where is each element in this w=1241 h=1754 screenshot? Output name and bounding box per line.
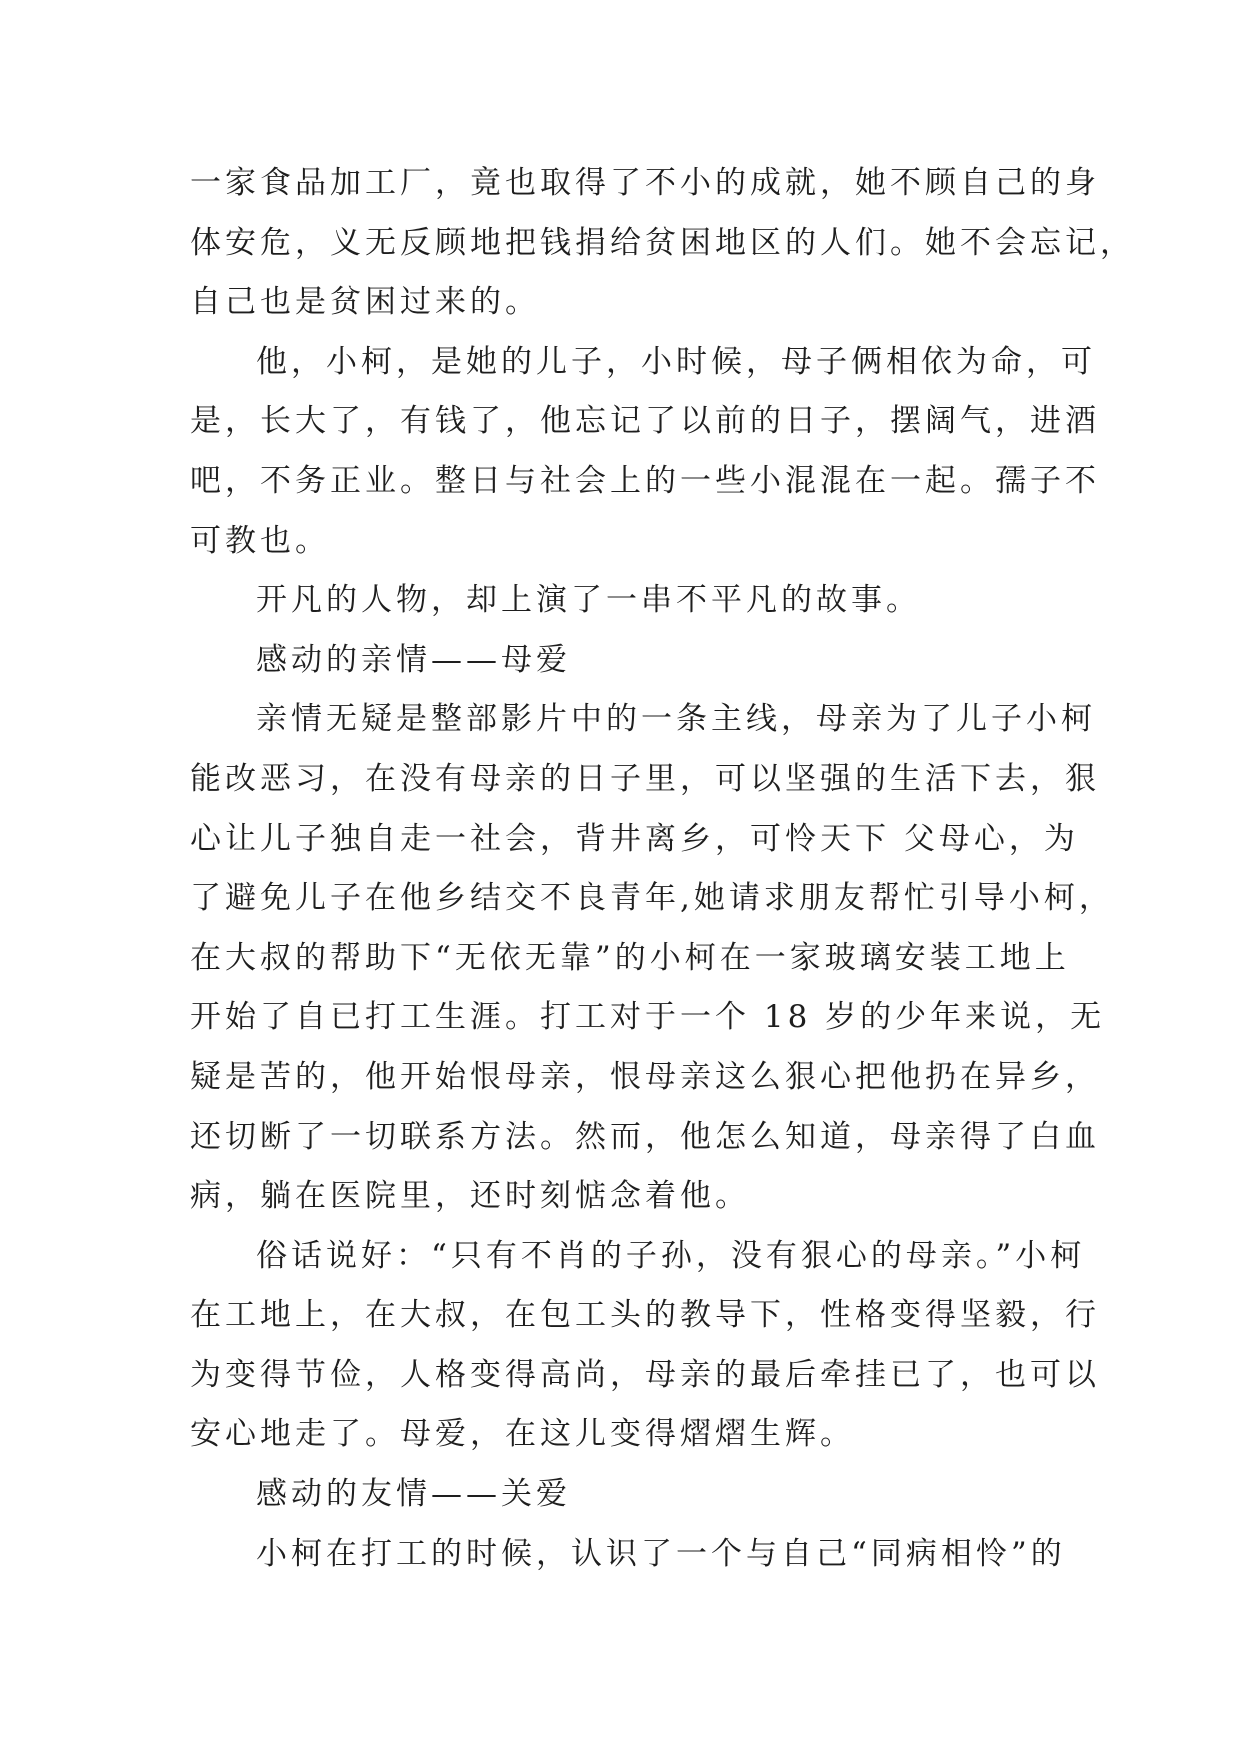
body-text xyxy=(190,154,1135,1584)
paragraph xyxy=(190,571,1070,631)
text-line: 能改恶习，在没有母亲的日子里，可以坚强的生活下去，狠 xyxy=(190,760,1100,797)
text-line: 了避免儿子在他乡结交不良青年,她请求朋友帮忙引导小柯， xyxy=(190,880,1114,917)
paragraph xyxy=(190,1227,1100,1465)
text-line: 俗话说好：“只有不肖的子孙，没有狠心的母亲。”小柯 xyxy=(256,1237,1086,1274)
text-line: 心让儿子独自走一社会，背井离乡，可怜天下 父母心，为 xyxy=(190,820,1079,857)
paragraph-continued xyxy=(190,154,1135,333)
section-heading xyxy=(190,1465,1070,1525)
text-line: 开始了自已打工生涯。打工对于一个 18 岁的少年来说，无 xyxy=(190,999,1106,1036)
text-line: 在工地上，在大叔，在包工头的教导下，性格变得坚毅，行 xyxy=(190,1297,1100,1334)
text-line: 吧，不务正业。整日与社会上的一些小混混在一起。孺子不 xyxy=(190,462,1100,499)
text-line: 疑是苦的，他开始恨母亲，恨母亲这么狠心把他扔在异乡， xyxy=(190,1058,1100,1095)
heading-line: 感动的亲情——母爱 xyxy=(256,641,571,678)
text-line: 自己也是贫困过来的。 xyxy=(190,284,540,321)
text-line: 为变得节俭，人格变得高尚，母亲的最后牵挂已了，也可以 xyxy=(190,1356,1100,1393)
paragraph xyxy=(190,333,1100,571)
paragraph xyxy=(190,690,1114,1226)
heading-line: 感动的友情——关爱 xyxy=(256,1476,571,1513)
text-line: 开凡的人物，却上演了一串不平凡的故事。 xyxy=(256,582,921,619)
text-line: 在大叔的帮助下“无依无靠”的小柯在一家玻璃安装工地上 xyxy=(190,939,1070,976)
text-line: 还切断了一切联系方法。然而，他怎么知道，母亲得了白血 xyxy=(190,1118,1100,1155)
text-line: 可教也。 xyxy=(190,522,330,559)
text-line: 小柯在打工的时候，认识了一个与自己“同病相怜”的 xyxy=(256,1535,1066,1572)
text-line: 体安危，义无反顾地把钱捐给贫困地区的人们。她不会忘记， xyxy=(190,224,1135,261)
text-line: 是，长大了，有钱了，他忘记了以前的日子，摆阔气，进酒 xyxy=(190,403,1100,440)
text-line: 亲情无疑是整部影片中的一条主线，母亲为了儿子小柯 xyxy=(256,701,1096,738)
paragraph xyxy=(190,1525,1070,1585)
text-line: 病，躺在医院里，还时刻惦念着他。 xyxy=(190,1178,750,1215)
text-line: 他，小柯，是她的儿子，小时候，母子俩相依为命，可 xyxy=(256,343,1096,380)
text-line: 一家食品加工厂，竟也取得了不小的成就，她不顾自己的身 xyxy=(190,165,1100,201)
text-line: 安心地走了。母爱，在这儿变得熠熠生辉。 xyxy=(190,1416,855,1453)
section-heading xyxy=(190,631,1070,691)
